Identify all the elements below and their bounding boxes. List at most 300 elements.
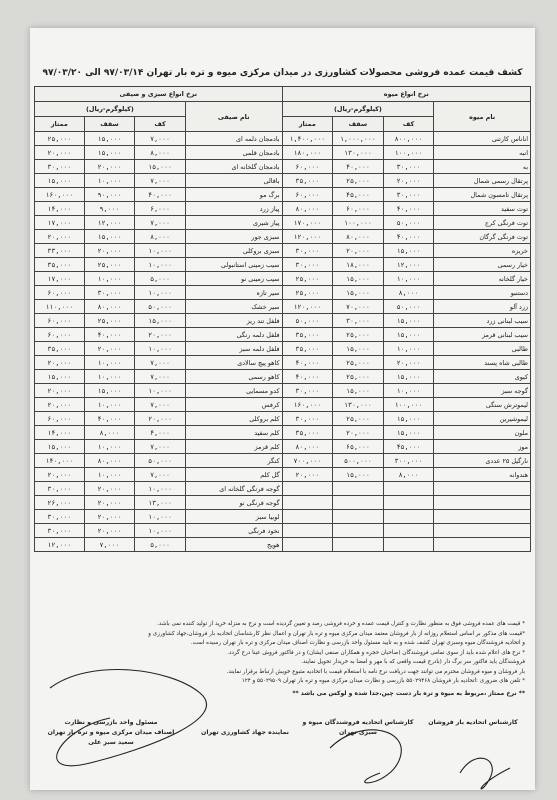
fruit-min-cell: ۲۰,۰۰۰ xyxy=(383,174,434,188)
fruit-premium-cell: ۱۶۰,۰۰۰ xyxy=(282,398,333,412)
fruit-max-cell: ۱۰۰,۰۰۰ xyxy=(333,216,384,230)
table-row xyxy=(35,342,531,356)
veg-name-cell: گوجه فرنگی گلخانه ای xyxy=(185,482,282,496)
fruit-premium-cell: ۷۰۰,۰۰۰ xyxy=(282,454,333,468)
fruit-min-cell: ۳۰,۰۰۰ xyxy=(383,160,434,174)
fruit-name-cell: به xyxy=(434,160,531,174)
fruit-min-cell: ۱۵,۰۰۰ xyxy=(383,314,434,328)
veg-min-cell: ۴۰,۰۰۰ xyxy=(135,188,186,202)
table-row xyxy=(35,398,531,412)
veg-min-cell: ۱۳,۰۰۰ xyxy=(135,496,186,510)
signature-title: اصناف میدان مرکزی میوه و تره بار تهران xyxy=(47,729,175,736)
signature-title: سبزی تهران xyxy=(339,729,377,736)
veg-name-cell: فلفل دلمه سبز xyxy=(185,342,282,356)
veg-name-cell: لوبیا سبز xyxy=(185,510,282,524)
fruit-max-cell: ۲۵,۰۰۰ xyxy=(333,174,384,188)
veg-max-cell: ۱۰,۰۰۰ xyxy=(84,440,135,454)
signature-block-fruit-union xyxy=(298,718,418,738)
veg-max-cell: ۹,۰۰۰ xyxy=(84,202,135,216)
fruit-name-cell: توت فرنگی گرگان xyxy=(434,230,531,244)
fruit-premium-cell: ۲۵,۰۰۰ xyxy=(282,272,333,286)
empty-cell xyxy=(282,496,333,510)
veg-min-cell: ۵,۰۰۰ xyxy=(135,538,186,552)
document-title: کشف قیمت عمده فروشی محصولات کشاورزی در میدان مرکزی میوه و تره بار تهران ۹۷/۰۳/۱۴ الی ۹۷/۰۳/۲۰ xyxy=(42,68,523,78)
fruit-premium-cell: ۳۰,۰۰۰ xyxy=(282,244,333,258)
veg-max-cell: ۱۵,۰۰۰ xyxy=(84,146,135,160)
table-row xyxy=(35,202,531,216)
fruit-max-cell: ۳۰,۰۰۰ xyxy=(333,314,384,328)
empty-cell xyxy=(434,496,531,510)
fruit-min-cell: ۸,۰۰۰ xyxy=(383,286,434,300)
veg-name-cell: کلم سفید xyxy=(185,426,282,440)
fruit-premium-cell: ۳۰,۰۰۰ xyxy=(282,412,333,426)
fruit-min-cell: ۱۵,۰۰۰ xyxy=(383,412,434,426)
fruit-premium-cell: ۵۰,۰۰۰ xyxy=(282,314,333,328)
fruit-premium-cell: ۱۲۰,۰۰۰ xyxy=(282,300,333,314)
table-row xyxy=(35,426,531,440)
fruit-min-cell: ۳۰۰,۰۰۰ xyxy=(383,454,434,468)
veg-min-cell: ۲۰,۰۰۰ xyxy=(135,328,186,342)
fruit-max-cell: ۱۵,۰۰۰ xyxy=(333,342,384,356)
veg-premium-cell: ۳۰,۰۰۰ xyxy=(35,510,85,524)
fruit-min-cell: ۸۰۰,۰۰۰ xyxy=(383,132,434,146)
veg-name-cell: بادمجان قلمی xyxy=(185,146,282,160)
fruit-max-cell: ۸۰,۰۰۰ xyxy=(333,230,384,244)
veg-name-cell: سبزی بروکلی xyxy=(185,244,282,258)
fruit-premium-cell: ۲۰,۰۰۰ xyxy=(282,468,333,482)
signature-title: کارشناس اتحادیه بار فروشان xyxy=(428,719,518,726)
veg-min-cell: ۷,۰۰۰ xyxy=(135,356,186,370)
fruit-premium-cell: ۳۰,۰۰۰ xyxy=(282,258,333,272)
veg-min-cell: ۵۰,۰۰۰ xyxy=(135,454,186,468)
table-row xyxy=(35,524,531,538)
fruit-name-cell: گوجه سبز xyxy=(434,384,531,398)
veg-name-cell: گل کلم xyxy=(185,468,282,482)
signature-block-barforoushan xyxy=(418,718,528,728)
price-table-body xyxy=(35,132,531,552)
fruit-premium-cell: ۴۰,۰۰۰ xyxy=(282,370,333,384)
veg-max-cell: ۳۰,۰۰۰ xyxy=(84,286,135,300)
veg-max-cell: ۲۰,۰۰۰ xyxy=(84,510,135,524)
signature-title: نماینده جهاد کشاورزی تهران xyxy=(201,729,289,736)
signature-name: سعید سبز علی xyxy=(88,739,134,746)
empty-cell xyxy=(333,496,384,510)
signature-block-inspection xyxy=(32,718,190,748)
fruit-name-cell: پرتقال رسمی شمال xyxy=(434,174,531,188)
fruit-name-cell: توت فرنگی کرج xyxy=(434,216,531,230)
empty-cell xyxy=(282,510,333,524)
veg-name-cell: پیاز زرد xyxy=(185,202,282,216)
fruit-premium-cell: ۸۰,۰۰۰ xyxy=(282,202,333,216)
fruit-premium-cell: ۱۸۰,۰۰۰ xyxy=(282,146,333,160)
fruit-name-cell: طالبی xyxy=(434,342,531,356)
note-line: * نرخ های اعلام شده باید از سوی تمامی فروشندگان (صاحبان حجره و همکاران صنفی ایشان) و در فاکتور فروش عینا درج گردد. xyxy=(227,649,525,656)
veg-premium-cell: ۲۰,۰۰۰ xyxy=(35,398,85,412)
empty-cell xyxy=(383,496,434,510)
veg-premium-cell: ۱۷,۰۰۰ xyxy=(35,272,85,286)
price-table xyxy=(34,86,531,552)
veg-premium-header: ممتاز xyxy=(35,117,85,132)
table-row xyxy=(35,468,531,482)
veg-min-cell: ۸,۰۰۰ xyxy=(135,230,186,244)
fruit-max-cell: ۲۵,۰۰۰ xyxy=(333,412,384,426)
notes-block xyxy=(40,620,525,698)
veg-min-cell: ۷,۰۰۰ xyxy=(135,370,186,384)
fruit-name-cell: ملون xyxy=(434,426,531,440)
fruit-min-cell: ۸,۰۰۰ xyxy=(383,468,434,482)
fruit-premium-cell: ۶۰,۰۰۰ xyxy=(282,188,333,202)
fruit-max-cell: ۶۵,۰۰۰ xyxy=(333,440,384,454)
veg-premium-cell: ۱۵,۰۰۰ xyxy=(35,174,85,188)
fruit-min-cell: ۱۲,۰۰۰ xyxy=(383,258,434,272)
veg-premium-cell: ۲۶,۰۰۰ xyxy=(35,496,85,510)
veg-max-cell: ۹۰,۰۰۰ xyxy=(84,188,135,202)
veg-max-cell: ۲۵,۰۰۰ xyxy=(84,258,135,272)
fruit-name-cell: موز xyxy=(434,440,531,454)
veg-premium-cell: ۱۷,۰۰۰ xyxy=(35,216,85,230)
veg-premium-cell: ۱۵,۰۰۰ xyxy=(35,440,85,454)
veg-section-heading: نرخ انواع سبزی و صیفی xyxy=(35,87,283,102)
veg-premium-cell: ۲۰,۰۰۰ xyxy=(35,356,85,370)
fruit-max-cell: ۷۰,۰۰۰ xyxy=(333,300,384,314)
fruit-min-cell: ۳۰,۰۰۰ xyxy=(383,188,434,202)
veg-max-cell: ۲۰,۰۰۰ xyxy=(84,160,135,174)
fruit-name-cell: خربزه xyxy=(434,244,531,258)
veg-min-cell: ۷,۰۰۰ xyxy=(135,132,186,146)
table-row xyxy=(35,216,531,230)
veg-min-header: کف xyxy=(135,117,186,132)
empty-cell xyxy=(282,524,333,538)
unit-row xyxy=(35,102,531,117)
premium-footnote: ** نرخ ممتاز ،مربوط به میوه و تره بار دست چین،جدا شده و لوکس می باشد ** xyxy=(292,689,525,697)
veg-max-cell: ۴۰,۰۰۰ xyxy=(84,328,135,342)
veg-max-cell: ۲۰,۰۰۰ xyxy=(84,342,135,356)
veg-name-cell: سیب زمینی استانبولی xyxy=(185,258,282,272)
signature-title: مسئول واحد بازرسی و نظارت xyxy=(64,719,158,726)
fruit-premium-cell: ۳۰,۰۰۰ xyxy=(282,384,333,398)
table-row xyxy=(35,160,531,174)
veg-min-cell: ۱۰,۰۰۰ xyxy=(135,524,186,538)
veg-min-cell: ۵,۰۰۰ xyxy=(135,272,186,286)
table-row xyxy=(35,230,531,244)
veg-premium-cell: ۶۰,۰۰۰ xyxy=(35,314,85,328)
veg-premium-cell: ۶۰,۰۰۰ xyxy=(35,412,85,426)
veg-max-cell: ۷,۰۰۰ xyxy=(84,538,135,552)
veg-max-header: سقف xyxy=(84,117,135,132)
veg-min-cell: ۱۵,۰۰۰ xyxy=(135,314,186,328)
veg-premium-cell: ۱۲,۰۰۰ xyxy=(35,538,85,552)
veg-name-cell: کنگر xyxy=(185,454,282,468)
veg-premium-cell: ۱۴,۰۰۰ xyxy=(35,202,85,216)
fruit-premium-cell: ۱۲۰,۰۰۰ xyxy=(282,230,333,244)
empty-cell xyxy=(434,482,531,496)
veg-max-cell: ۱۵,۰۰۰ xyxy=(84,384,135,398)
fruit-name-cell: اناناس کارتنی xyxy=(434,132,531,146)
fruit-min-cell: ۱۵,۰۰۰ xyxy=(383,328,434,342)
fruit-min-cell: ۱۵,۰۰۰ xyxy=(383,370,434,384)
fruit-max-cell: ۱,۰۰۰,۰۰۰ xyxy=(333,132,384,146)
veg-max-cell: ۲۰,۰۰۰ xyxy=(84,244,135,258)
fruit-premium-header: ممتاز xyxy=(282,117,333,132)
veg-max-cell: ۲۰,۰۰۰ xyxy=(84,496,135,510)
fruit-premium-cell: ۱۷۰,۰۰۰ xyxy=(282,216,333,230)
veg-min-cell: ۱۰,۰۰۰ xyxy=(135,384,186,398)
fruit-premium-cell: ۸۰,۰۰۰ xyxy=(282,440,333,454)
note-line: و اتحادیه فروشندگان میوه وسبزی تهران کشف شده و به تایید مسئول واحد بازرسی و نظارت اصناف میدان مرکزی و تره بار تهران رسیده است. xyxy=(190,640,525,646)
table-row xyxy=(35,496,531,510)
note-line: * تلفن های ضروری :اتحادیه بار فروشان ۵۵۰۲۹۴۶۸ بازرسی و نظارت میدان مرکزی میوه و تره بار تهران ۵۵۰۲۹۵۰۹ و ۱۲۴ xyxy=(241,678,525,684)
fruit-max-cell: ۱۳۰,۰۰۰ xyxy=(333,398,384,412)
fruit-min-cell: ۴۰,۰۰۰ xyxy=(383,230,434,244)
veg-premium-cell: ۳۰,۰۰۰ xyxy=(35,524,85,538)
veg-name-cell: کاهو رسمی xyxy=(185,370,282,384)
veg-max-cell: ۱۲,۰۰۰ xyxy=(84,216,135,230)
veg-name-cell: بادمجان دلمه ای xyxy=(185,132,282,146)
veg-premium-cell: ۱۶۰,۰۰۰ xyxy=(35,188,85,202)
veg-name-cell: بادمجان گلخانه ای xyxy=(185,160,282,174)
veg-max-cell: ۸,۰۰۰ xyxy=(84,426,135,440)
veg-premium-cell: ۱۴۰,۰۰۰ xyxy=(35,454,85,468)
fruit-name-cell: پرتقال تامسون شمال xyxy=(434,188,531,202)
fruit-min-cell: ۴۰,۰۰۰ xyxy=(383,202,434,216)
table-row xyxy=(35,412,531,426)
fruit-max-cell: ۲۵,۰۰۰ xyxy=(333,328,384,342)
fruit-premium-cell: ۳۵,۰۰۰ xyxy=(282,426,333,440)
note-line: بار فروشان و میوه فروشان محترم می توانند جهت دریافت نرخ نامه با استعلام قیمت با اتحادیه متبوع خویش ارتباط برقرار نمایند. xyxy=(226,668,525,675)
price-sheet-page xyxy=(30,28,535,790)
veg-premium-cell: ۳۰,۰۰۰ xyxy=(35,160,85,174)
veg-min-cell: ۱۰,۰۰۰ xyxy=(135,244,186,258)
empty-cell xyxy=(383,482,434,496)
veg-max-cell: ۱۰,۰۰۰ xyxy=(84,272,135,286)
veg-min-cell: ۷,۰۰۰ xyxy=(135,440,186,454)
fruit-max-cell: ۵۰۰,۰۰۰ xyxy=(333,454,384,468)
veg-max-cell: ۱۰,۰۰۰ xyxy=(84,356,135,370)
fruit-name-cell: لیموشیرین xyxy=(434,412,531,426)
empty-cell xyxy=(434,538,531,552)
empty-cell xyxy=(282,538,333,552)
veg-max-cell: ۲۵,۰۰۰ xyxy=(84,314,135,328)
empty-cell xyxy=(383,524,434,538)
fruit-name-cell: طالبی شاه پسند xyxy=(434,356,531,370)
table-row xyxy=(35,328,531,342)
fruit-max-cell: ۱۸,۰۰۰ xyxy=(333,258,384,272)
veg-max-cell: ۲۰,۰۰۰ xyxy=(84,482,135,496)
veg-name-cell: پیاز شیری xyxy=(185,216,282,230)
fruit-name-cell: کیوی xyxy=(434,370,531,384)
veg-unit-label: (کیلوگرم-ریال) xyxy=(35,102,186,117)
veg-max-cell: ۸۰,۰۰۰ xyxy=(84,300,135,314)
veg-min-cell: ۱۰,۰۰۰ xyxy=(135,510,186,524)
veg-max-cell: ۱۵,۰۰۰ xyxy=(84,230,135,244)
veg-premium-cell: ۳۵,۰۰۰ xyxy=(35,342,85,356)
table-row xyxy=(35,440,531,454)
fruit-name-cell: توت سفید xyxy=(434,202,531,216)
table-row xyxy=(35,482,531,496)
empty-cell xyxy=(383,538,434,552)
veg-name-cell: سیر تازه xyxy=(185,286,282,300)
veg-premium-cell: ۶۰,۰۰۰ xyxy=(35,286,85,300)
price-table-wrapper xyxy=(34,86,531,552)
table-row xyxy=(35,286,531,300)
fruit-max-cell: ۱۵,۰۰۰ xyxy=(333,468,384,482)
fruit-min-cell: ۵۰,۰۰۰ xyxy=(383,216,434,230)
empty-cell xyxy=(333,482,384,496)
veg-max-cell: ۱۰,۰۰۰ xyxy=(84,370,135,384)
fruit-min-cell: ۱۰,۰۰۰ xyxy=(383,384,434,398)
empty-cell xyxy=(434,510,531,524)
table-row xyxy=(35,146,531,160)
veg-name-cell: باقالی xyxy=(185,174,282,188)
veg-name-header: نام صیفی xyxy=(185,102,282,132)
signature-block-agriculture xyxy=(190,728,300,738)
veg-min-cell: ۱۵,۰۰۰ xyxy=(135,160,186,174)
veg-min-cell: ۷,۰۰۰ xyxy=(135,398,186,412)
fruit-premium-cell: ۴۰,۰۰۰ xyxy=(282,356,333,370)
veg-name-cell: کرفس xyxy=(185,398,282,412)
veg-name-cell: برگ مو xyxy=(185,188,282,202)
veg-name-cell: کاهو پیچ سالادی xyxy=(185,356,282,370)
table-row xyxy=(35,314,531,328)
veg-name-cell: فلفل تند ریز xyxy=(185,314,282,328)
veg-min-cell: ۲۰,۰۰۰ xyxy=(135,412,186,426)
fruit-max-cell: ۴۰,۰۰۰ xyxy=(333,160,384,174)
veg-premium-cell: ۲۰,۰۰۰ xyxy=(35,468,85,482)
table-row xyxy=(35,258,531,272)
fruit-max-cell: ۱۵,۰۰۰ xyxy=(333,384,384,398)
fruit-premium-cell: ۱,۴۰۰,۰۰۰ xyxy=(282,132,333,146)
fruit-min-cell: ۱۰۰,۰۰۰ xyxy=(383,146,434,160)
table-row xyxy=(35,132,531,146)
veg-premium-cell: ۱۴,۰۰۰ xyxy=(35,426,85,440)
veg-name-cell: گوجه فرنگی نو xyxy=(185,496,282,510)
fruit-name-cell: سیب لبنانی زرد xyxy=(434,314,531,328)
veg-name-cell: فلفل دلمه رنگی xyxy=(185,328,282,342)
veg-max-cell: ۱۰,۰۰۰ xyxy=(84,398,135,412)
fruit-max-header: سقف xyxy=(333,117,384,132)
veg-premium-cell: ۳۳,۰۰۰ xyxy=(35,244,85,258)
fruit-min-cell: ۵۰,۰۰۰ xyxy=(383,300,434,314)
empty-cell xyxy=(282,482,333,496)
veg-name-cell: سبزی جور xyxy=(185,230,282,244)
veg-name-cell: کلم قرمز xyxy=(185,440,282,454)
veg-premium-cell: ۲۵,۰۰۰ xyxy=(35,132,85,146)
fruit-name-cell: زرد آلو xyxy=(434,300,531,314)
veg-min-cell: ۷,۰۰۰ xyxy=(135,216,186,230)
veg-name-cell: کلم بروکلی xyxy=(185,412,282,426)
fruit-max-cell: ۱۳۰,۰۰۰ xyxy=(333,146,384,160)
fruit-min-cell: ۱۵,۰۰۰ xyxy=(383,426,434,440)
table-row xyxy=(35,174,531,188)
empty-cell xyxy=(434,524,531,538)
table-row xyxy=(35,272,531,286)
table-row xyxy=(35,300,531,314)
veg-premium-cell: ۱۱۰,۰۰۰ xyxy=(35,300,85,314)
veg-premium-cell: ۲۰,۰۰۰ xyxy=(35,384,85,398)
fruit-premium-cell: ۲۵,۰۰۰ xyxy=(282,286,333,300)
fruit-min-cell: ۴۵,۰۰۰ xyxy=(383,440,434,454)
fruit-name-cell: انبه xyxy=(434,146,531,160)
veg-premium-cell: ۳۰,۰۰۰ xyxy=(35,482,85,496)
fruit-premium-cell: ۳۵,۰۰۰ xyxy=(282,342,333,356)
veg-min-cell: ۶,۰۰۰ xyxy=(135,202,186,216)
veg-max-cell: ۱۵,۰۰۰ xyxy=(84,132,135,146)
veg-min-cell: ۱۰,۰۰۰ xyxy=(135,342,186,356)
veg-min-cell: ۴,۰۰۰ xyxy=(135,426,186,440)
fruit-max-cell: ۲۵,۰۰۰ xyxy=(333,370,384,384)
veg-name-cell: سیر خشک xyxy=(185,300,282,314)
veg-name-cell: سیب زمینی نو xyxy=(185,272,282,286)
table-row xyxy=(35,510,531,524)
fruit-min-cell: ۱۰۰,۰۰۰ xyxy=(383,398,434,412)
fruit-name-header: نام میوه xyxy=(434,102,531,132)
note-line: *قیمت های مذکور بر اساس استعلام روزانه از بار فروشان معتمد میدان مرکزی میوه و تره بار تهران و اعمال نظر کارشناسان اتحادیه بار فروشان،جهاد کشاورزی و xyxy=(148,630,525,637)
fruit-min-header: کف xyxy=(383,117,434,132)
empty-cell xyxy=(333,538,384,552)
veg-min-cell: ۷,۰۰۰ xyxy=(135,174,186,188)
empty-cell xyxy=(383,510,434,524)
fruit-max-cell: ۴۵,۰۰۰ xyxy=(333,188,384,202)
table-row xyxy=(35,538,531,552)
fruit-max-cell: ۲۵,۰۰۰ xyxy=(333,356,384,370)
fruit-min-cell: ۱۰,۰۰۰ xyxy=(383,272,434,286)
fruit-premium-cell: ۳۵,۰۰۰ xyxy=(282,328,333,342)
fruit-max-cell: ۲۰,۰۰۰ xyxy=(333,426,384,440)
veg-max-cell: ۲۰,۰۰۰ xyxy=(84,524,135,538)
table-row xyxy=(35,356,531,370)
fruit-max-cell: ۱۵,۰۰۰ xyxy=(333,272,384,286)
note-line: فروشندگان باید فاکتور سر برگ دار (بادرج قیمت واقعی که با مهر و امضا به خریدار تحویل نمایند. xyxy=(301,659,525,665)
veg-premium-cell: ۲۰,۰۰۰ xyxy=(35,230,85,244)
veg-name-cell: نخود فرنگی xyxy=(185,524,282,538)
veg-max-cell: ۱۰,۰۰۰ xyxy=(84,174,135,188)
veg-name-cell: کدو مسمایی xyxy=(185,384,282,398)
table-row xyxy=(35,384,531,398)
veg-min-cell: ۸,۰۰۰ xyxy=(135,146,186,160)
empty-cell xyxy=(333,510,384,524)
veg-premium-cell: ۲۰,۰۰۰ xyxy=(35,146,85,160)
fruit-min-cell: ۱۰,۰۰۰ xyxy=(383,342,434,356)
veg-min-cell: ۱۰,۰۰۰ xyxy=(135,258,186,272)
fruit-max-cell: ۲۰,۰۰۰ xyxy=(333,244,384,258)
note-line: * قیمت های عمده فروشی فوق به منظور نظارت و کنترل قیمت عمده و خرده فروشی رصد و تعیین گردیده است و نرخ به منزله خرید از تولید کننده نمی باشد. xyxy=(157,621,525,627)
fruit-name-cell: نارگیل ۲۵ عددی xyxy=(434,454,531,468)
table-row xyxy=(35,188,531,202)
veg-min-cell: ۱۰,۰۰۰ xyxy=(135,482,186,496)
fruit-name-cell: هندوانه xyxy=(434,468,531,482)
fruit-name-cell: لیموترش سنگی xyxy=(434,398,531,412)
veg-max-cell: ۱۰,۰۰۰ xyxy=(84,468,135,482)
empty-cell xyxy=(333,524,384,538)
table-row xyxy=(35,370,531,384)
table-row xyxy=(35,244,531,258)
signature-scribble xyxy=(460,758,510,789)
veg-premium-cell: ۱۵,۰۰۰ xyxy=(35,370,85,384)
veg-min-cell: ۱۰,۰۰۰ xyxy=(135,286,186,300)
fruit-name-cell: خیار رسمی xyxy=(434,258,531,272)
veg-premium-cell: ۳۵,۰۰۰ xyxy=(35,258,85,272)
veg-name-cell: هویج xyxy=(185,538,282,552)
table-row xyxy=(35,454,531,468)
fruit-name-cell: خیار گلخانه xyxy=(434,272,531,286)
fruit-unit-label: (کیلوگرم-ریال) xyxy=(282,102,434,117)
fruit-premium-cell: ۳۵,۰۰۰ xyxy=(282,174,333,188)
fruit-premium-cell: ۶۰,۰۰۰ xyxy=(282,160,333,174)
fruit-name-cell: دستنبو xyxy=(434,286,531,300)
veg-min-cell: ۵۰,۰۰۰ xyxy=(135,300,186,314)
fruit-max-cell: ۶۰,۰۰۰ xyxy=(333,202,384,216)
veg-premium-cell: ۶۰,۰۰۰ xyxy=(35,328,85,342)
